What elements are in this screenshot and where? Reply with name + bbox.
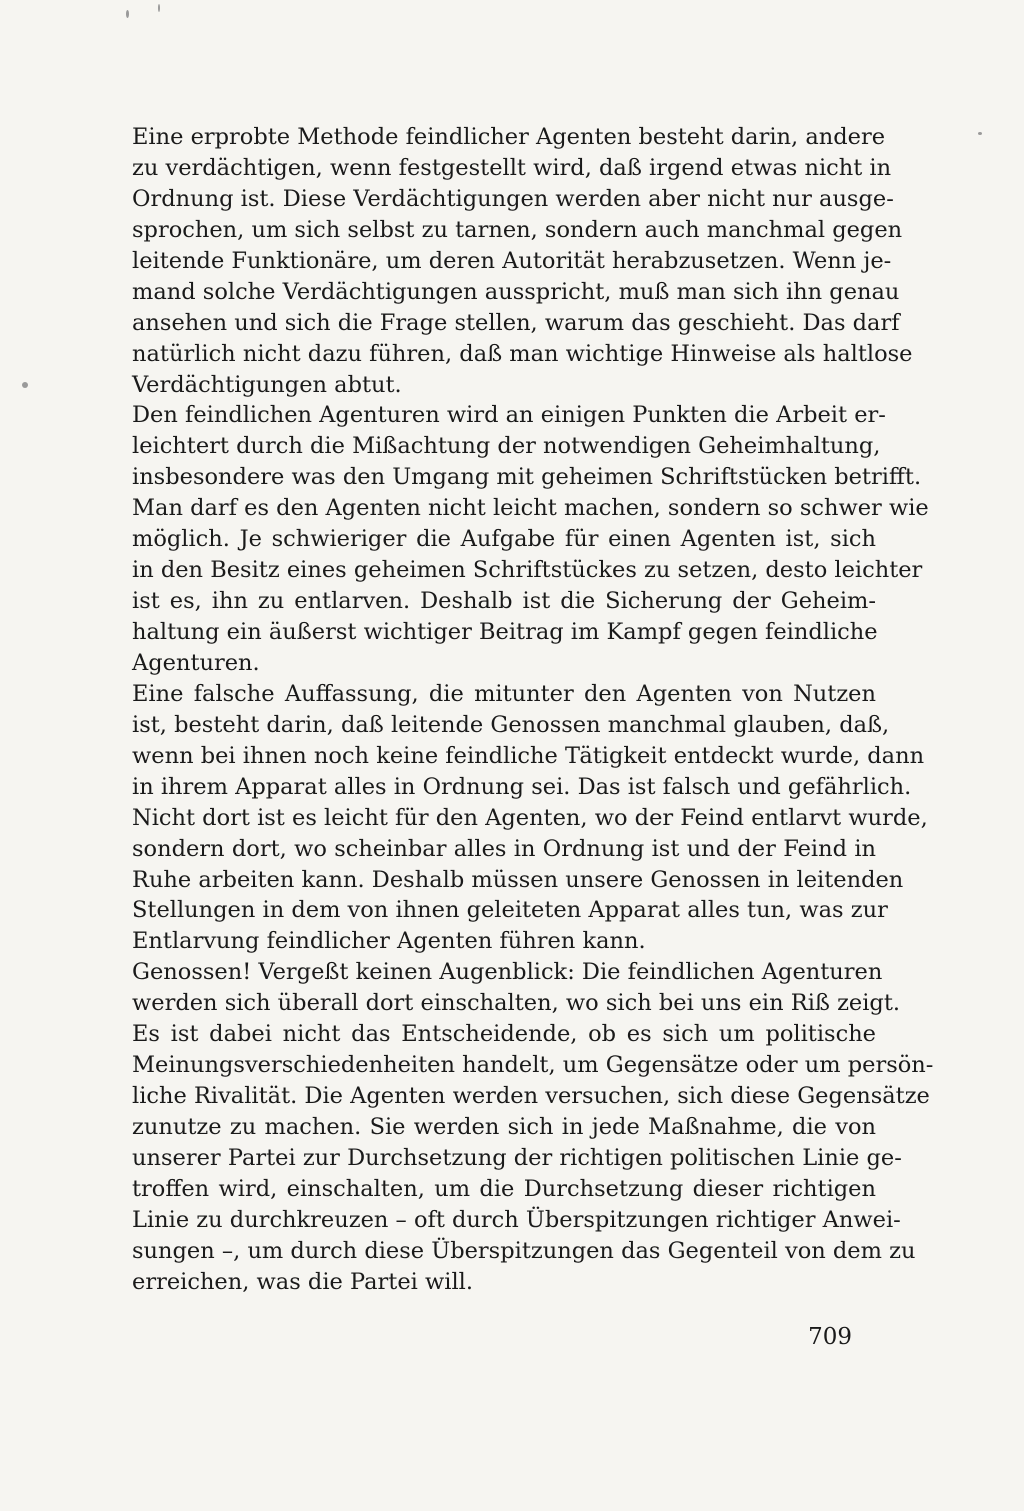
- text-line: Agenturen.: [132, 649, 260, 676]
- text-line: haltung ein äußerst wichtiger Beitrag im Kampf gegen feindliche: [132, 619, 878, 645]
- text-line: Den feindlichen Agenturen wird an einigen Punkten die Arbeit er-: [132, 402, 886, 429]
- text-line: Stellungen in dem von ihnen geleiteten Apparat alles tun, was zur: [132, 897, 888, 924]
- scan-speck: [158, 4, 160, 12]
- text-line: insbesondere was den Umgang mit geheimen Schriftstücken betrifft.: [132, 464, 922, 491]
- text-line: Linie zu durchkreuzen – oft durch Überspitzungen richtiger Anwei-: [132, 1206, 901, 1233]
- body-text: [132, 122, 934, 1298]
- scan-speck: [22, 382, 28, 388]
- text-line: Verdächtigungen abtut.: [132, 371, 402, 398]
- text-line: Eine falsche Auffassung, die mitunter den Agenten von Nutzen: [132, 680, 876, 707]
- text-line: sprochen, um sich selbst zu tarnen, sondern auch manchmal gegen: [132, 216, 903, 243]
- text-line: zunutze zu machen. Sie werden sich in jede Maßnahme, die von: [132, 1114, 876, 1140]
- text-line: leichtert durch die Mißachtung der notwendigen Geheimhaltung,: [132, 433, 881, 460]
- text-line: leitende Funktionäre, um deren Autorität herabzusetzen. Wenn je-: [132, 247, 892, 274]
- text-line: Es ist dabei nicht das Entscheidende, ob es sich um politische: [132, 1021, 876, 1048]
- text-line: erreichen, was die Partei will.: [132, 1268, 473, 1295]
- text-line: Eine erprobte Methode feindlicher Agenten besteht darin, andere: [132, 124, 886, 150]
- text-line: Meinungsverschiedenheiten handelt, um Gegensätze oder um persön-: [132, 1052, 934, 1079]
- text-line: ist es, ihn zu entlarven. Deshalb ist die Sicherung der Geheim-: [132, 588, 876, 615]
- scan-speck: [978, 132, 982, 135]
- text-line: Ordnung ist. Diese Verdächtigungen werden aber nicht nur ausge-: [132, 185, 894, 212]
- text-line: Ruhe arbeiten kann. Deshalb müssen unsere Genossen in leitenden: [132, 866, 904, 893]
- paragraph-2: [132, 400, 929, 678]
- text-line: Genossen! Vergeßt keinen Augenblick: Die feindlichen Agenturen: [132, 959, 883, 986]
- text-line: natürlich nicht dazu führen, daß man wichtige Hinweise als haltlose: [132, 340, 913, 367]
- text-line: liche Rivalität. Die Agenten werden versuchen, sich diese Gegensätze: [132, 1083, 930, 1110]
- text-line: ansehen und sich die Frage stellen, warum das geschieht. Das darf: [132, 309, 900, 336]
- text-line: wenn bei ihnen noch keine feindliche Tätigkeit entdeckt wurde, dann: [132, 742, 925, 769]
- text-line: Entlarvung feindlicher Agenten führen kann.: [132, 928, 646, 955]
- text-line: in ihrem Apparat alles in Ordnung sei. Das ist falsch und gefährlich.: [132, 773, 912, 800]
- text-line: sondern dort, wo scheinbar alles in Ordnung ist und der Feind in: [132, 835, 876, 862]
- text-line: in den Besitz eines geheimen Schriftstückes zu setzen, desto leichter: [132, 557, 923, 584]
- paragraph-4: [132, 957, 934, 1297]
- paragraph-3: [132, 679, 928, 957]
- text-line: troffen wird, einschalten, um die Durchsetzung dieser richtigen: [132, 1175, 876, 1202]
- page-number: 709: [808, 1324, 852, 1350]
- text-line: werden sich überall dort einschalten, wo sich bei uns ein Riß zeigt.: [132, 990, 901, 1017]
- text-line: unserer Partei zur Durchsetzung der richtigen politischen Linie ge-: [132, 1144, 902, 1171]
- text-line: sungen –, um durch diese Überspitzungen das Gegenteil von dem zu: [132, 1237, 916, 1264]
- paragraph-1: [132, 122, 913, 400]
- text-line: möglich. Je schwieriger die Aufgabe für einen Agenten ist, sich: [132, 526, 876, 553]
- scan-speck: [126, 10, 129, 18]
- text-line: ist, besteht darin, daß leitende Genossen manchmal glauben, daß,: [132, 711, 890, 738]
- text-line: mand solche Verdächtigungen ausspricht, muß man sich ihn genau: [132, 278, 900, 305]
- text-line: Nicht dort ist es leicht für den Agenten, wo der Feind entlarvt wurde,: [132, 804, 928, 831]
- text-line: Man darf es den Agenten nicht leicht machen, sondern so schwer wie: [132, 495, 929, 522]
- text-line: zu verdächtigen, wenn festgestellt wird, daß irgend etwas nicht in: [132, 154, 892, 181]
